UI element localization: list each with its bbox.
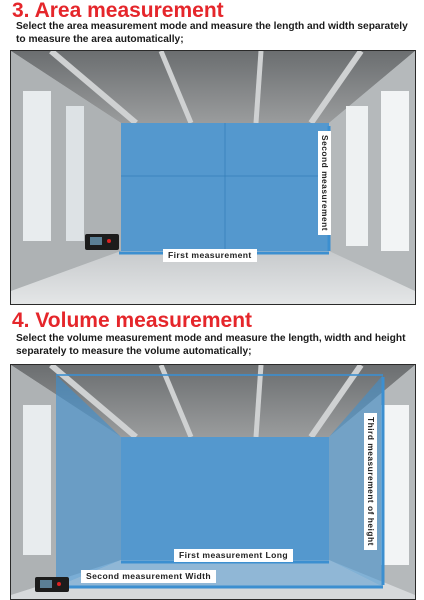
label-first-measurement-long: First measurement Long	[174, 549, 293, 562]
room-illustration-volume	[11, 365, 415, 599]
label-first-measurement: First measurement	[163, 249, 257, 262]
label-second-measurement: Second measurement	[318, 131, 331, 235]
area-measurement-image	[10, 50, 416, 305]
label-third-measurement-height: Third measurement of height	[364, 413, 377, 550]
label-second-measurement-width: Second measurement Width	[81, 570, 216, 583]
section-description-volume: Select the volume measurement mode and measure the length, width and height separately to measure the volume automatically;	[16, 333, 406, 357]
volume-measurement-image	[10, 364, 416, 600]
section-description-area: Select the area measurement mode and measure the length and width separately to measure the area automatically;	[16, 21, 408, 45]
section-heading-volume: 4. Volume measurement	[12, 309, 253, 332]
room-illustration-area	[11, 51, 415, 304]
section-heading-area: 3. Area measurement	[12, 0, 224, 22]
